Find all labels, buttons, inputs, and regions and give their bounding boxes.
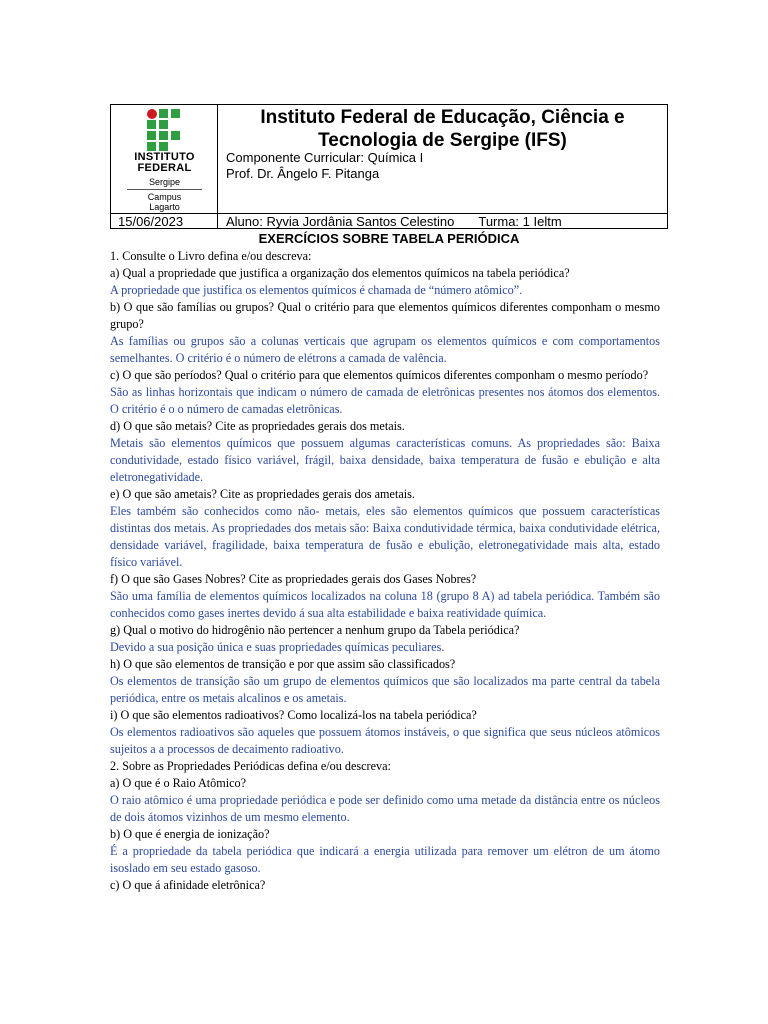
professor-name: Prof. Dr. Ângelo F. Pitanga	[226, 166, 380, 181]
document-title: EXERCÍCIOS SOBRE TABELA PERIÓDICA	[258, 231, 520, 246]
logo-text-sergipe: Sergipe	[148, 177, 181, 187]
answer-paragraph: Os elementos radioativos são aqueles que possuem átomos instáveis, o que significa que seus núcleos atômicos sujeitos a a processos de decaimento radioativo.	[110, 725, 660, 756]
question-paragraph: e) O que são ametais? Cite as propriedades gerais dos ametais.	[110, 487, 415, 501]
logo-text-instituto: INSTITUTO	[134, 151, 195, 163]
date: 15/06/2023	[111, 214, 218, 229]
logo-square	[147, 142, 156, 151]
logo-square	[159, 142, 168, 151]
ifs-logo	[111, 105, 218, 213]
logo-square	[159, 120, 168, 129]
answer-paragraph: Metais são elementos químicos que possuem algumas características comuns. As propriedades são: Baixa condutividade, estado físico variável, frágil, baixa densidade, baixa temperatura de fusão e ebulição e alta eletronegatividade.	[110, 436, 660, 484]
logo-square	[147, 120, 156, 129]
question-paragraph: c) O que são períodos? Qual o critério para que elementos químicos diferentes componham o mesmo período?	[110, 368, 649, 382]
student-name: Aluno: Ryvia Jordânia Santos Celestino	[226, 214, 455, 229]
header-table	[110, 104, 668, 229]
logo-square	[171, 109, 180, 118]
question-paragraph: b) O que são famílias ou grupos? Qual o critério para que elementos químicos diferentes componham o mesmo grupo?	[110, 300, 660, 331]
question-paragraph: h) O que são elementos de transição e por que assim são classificados?	[110, 657, 456, 671]
question-paragraph: c) O que á afinidade eletrônica?	[110, 878, 266, 892]
logo-text-federal: FEDERAL	[137, 162, 192, 174]
question-paragraph: a) O que é o Raio Atômico?	[110, 776, 247, 790]
class-name: Turma: 1 Ieltm	[478, 214, 562, 229]
logo-red-dot	[147, 109, 157, 119]
question-paragraph: g) Qual o motivo do hidrogênio não pertencer a nenhum grupo da Tabela periódica?	[110, 623, 520, 637]
question-paragraph: 2. Sobre as Propriedades Periódicas defina e/ou descreva:	[110, 759, 391, 773]
answer-paragraph: Eles também são conhecidos como não- metais, eles são elementos químicos que possuem características distintas dos metais. As propriedades dos metais são: Baixa condutividade térmica, baixa condutividade elétrica, densidade variável, fragilidade, baixa temperatura de fusão e ebulição, eletronegatividade mais alta, estado físico variável.	[110, 504, 660, 569]
answer-paragraph: A propriedade que justifica os elementos químicos é chamada de “número atômico”.	[110, 283, 523, 297]
answer-paragraph: O raio atômico é uma propriedade periódica e pode ser definido como uma metade da distância entre os núcleos de dois átomos vizinhos de um mesmo elemento.	[110, 793, 660, 824]
header-info-row	[111, 213, 667, 229]
answer-paragraph: As famílias ou grupos são a colunas verticais que agrupam os elementos químicos e com comportamentos semelhantes. O critério é o número de elétrons a camada de valência.	[110, 334, 660, 365]
logo-divider	[127, 189, 202, 190]
question-paragraph: a) Qual a propriedade que justifica a organização dos elementos químicos na tabela periódica?	[110, 266, 570, 280]
question-paragraph: 1. Consulte o Livro defina e/ou descreva:	[110, 249, 312, 263]
logo-square	[147, 131, 156, 140]
question-paragraph: b) O que é energia de ionização?	[110, 827, 270, 841]
logo-square	[159, 131, 168, 140]
student-info	[218, 214, 667, 229]
logo-cell	[111, 105, 218, 213]
answer-paragraph: Devido a sua posição única e suas propriedades químicas peculiares.	[110, 640, 445, 654]
answer-paragraph: É a propriedade da tabela periódica que indicará a energia utilizada para remover um elétron de um átomo isoslado em seu estado gasoso.	[110, 844, 660, 875]
document-body	[110, 248, 660, 894]
logo-text-lagarto: Lagarto	[149, 202, 180, 212]
institution-title: Instituto Federal de Educação, Ciência e Tecnologia de Sergipe (IFS)	[260, 107, 625, 151]
question-paragraph: f) O que são Gases Nobres? Cite as propriedades gerais dos Gases Nobres?	[110, 572, 477, 586]
answer-paragraph: São as linhas horizontais que indicam o número de camada de eletrônicas presentes nos átomos dos elementos. O critério é o o número de camadas eletrônicas.	[110, 385, 660, 416]
question-paragraph: d) O que são metais? Cite as propriedades gerais dos metais.	[110, 419, 405, 433]
logo-text-campus: Campus	[147, 192, 182, 202]
logo-square	[159, 109, 168, 118]
logo-square	[171, 131, 180, 140]
course-name: Componente Curricular: Química I	[226, 150, 424, 165]
answer-paragraph: São uma família de elementos químicos localizados na coluna 18 (grupo 8 A) ad tabela periódica. Também são conhecidos como gases inertes devido á sua alta estabilidade e baixa reatividade química.	[110, 589, 660, 620]
answer-paragraph: Os elementos de transição são um grupo de elementos químicos que são localizados ma parte central da tabela periódica, entre os metais alcalinos e os ametais.	[110, 674, 660, 705]
title-cell	[218, 105, 667, 213]
question-paragraph: i) O que são elementos radioativos? Como localizá-los na tabela periódica?	[110, 708, 477, 722]
